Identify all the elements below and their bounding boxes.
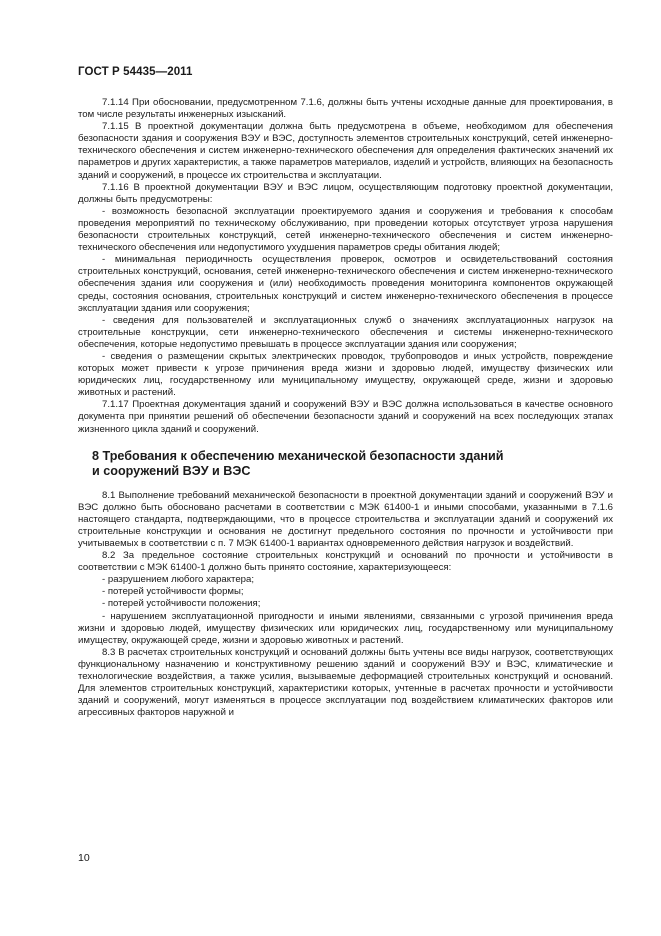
- paragraph-7-1-17: 7.1.17 Проектная документация зданий и сооружений ВЭУ и ВЭС должна использоваться в качестве основного документа при принятии решений об обеспечении безопасности зданий и сооружений на всех последующих этапах жизненного цикла зданий и сооружений.: [78, 399, 613, 435]
- paragraph-8-2: 8.2 За предельное состояние строительных конструкций и оснований по прочности и устойчивости в соответствии с МЭК 61400-1 должно быть принято состояние, характеризующееся:: [78, 550, 613, 574]
- list-item: - разрушением любого характера;: [102, 574, 255, 586]
- section-title-line-2: и сооружений ВЭУ и ВЭС: [92, 464, 251, 479]
- page-header-standard: ГОСТ Р 54435—2011: [78, 66, 193, 78]
- page-body: [78, 97, 613, 719]
- list-item: - нарушением эксплуатационной пригодности и иными явлениями, связанными с угрозой причинения вреда жизни и здоровью людей, имуществу физических или юридических лиц, государственному или муниципальному имуществу, окружающей среде, жизни и здоровью животных и растений.: [78, 610, 613, 646]
- section-title-line-1: 8 Требования к обеспечению механической безопасности зданий: [92, 448, 504, 463]
- list-item: - возможность безопасной эксплуатации проектируемого здания и сооружения и требования к способам проведения мероприятий по техническому обслуживанию, при проведении которых отсутствует угроза нарушения безопасности строительных конструкций, сетей инженерно-технического обеспечения и систем инженерно-технического обеспечения или недопустимого ухудшения параметров среды обитания людей;: [78, 205, 613, 254]
- paragraph-7-1-15: 7.1.15 В проектной документации должна быть предусмотрена в объеме, необходимом для обеспечения безопасности здания и сооружения ВЭУ и ВЭС, доступность элементов строительных конструкций, сетей инженерно-технического обеспечения и систем инженерно-технического обеспечения для определения фактических значений их параметров и других характеристик, а также параметров материалов, изделий и устройств, влияющих на безопасность зданий и сооружений, в процессе их строительства и эксплуатации.: [78, 121, 613, 181]
- paragraph-7-1-16: 7.1.16 В проектной документации ВЭУ и ВЭС лицом, осуществляющим подготовку проектной документации, должны быть предусмотрены:: [78, 181, 613, 205]
- section-8-title: [78, 449, 613, 480]
- paragraph-8-3: 8.3 В расчетах строительных конструкций и оснований должны быть учтены все виды нагрузок, соответствующих функциональному назначению и конструктивному решению зданий и сооружений ВЭУ и ВЭС, климатические и технологические воздействия, а также усилия, вызываемые деформацией строительных конструкций и оснований. Для элементов строительных конструкций, характеристики которых, учтенные в расчетах прочности и устойчивости зданий и сооружений, могут изменяться в процессе эксплуатации под воздействием климатических факторов или агрессивных факторов наружной и: [78, 646, 613, 719]
- list-item: - потерей устойчивости формы;: [102, 586, 244, 598]
- paragraph-7-1-14: 7.1.14 При обосновании, предусмотренном 7.1.6, должны быть учтены исходные данные для проектирования, в том числе результаты инженерных изысканий.: [78, 97, 613, 121]
- paragraph-8-1: 8.1 Выполнение требований механической безопасности в проектной документации зданий и сооружений ВЭУ и ВЭС должно быть обосновано расчетами в соответствии с МЭК 61400-1 и иными способами, указанными в 7.1.6 настоящего стандарта, подтверждающими, что в процессе строительства и эксплуатации зданий и сооружений их строительные конструкции и основания не достигнут предельного состояния по прочности и устойчивости при учитываемых в соответствии с п. 7 МЭК 61400-1 вариантах одновременного действия нагрузок и воздействий.: [78, 489, 613, 549]
- list-item: - сведения для пользователей и эксплуатационных служб о значениях эксплуатационных нагрузок на строительные конструкции, сети инженерно-технического обеспечения и системы инженерно-технического обеспечения, которые недопустимо превышать в процессе эксплуатации здания или сооружения;: [78, 314, 613, 350]
- list-item: - сведения о размещении скрытых электрических проводок, трубопроводов и иных устройств, повреждение которых может привести к угрозе причинения вреда жизни и здоровью людей, имуществу физических или юридических лиц, государственному или муниципальному имуществу, окружающей среде, жизни и здоровью животных и растений.: [78, 350, 613, 399]
- list-item: - потерей устойчивости положения;: [102, 598, 261, 610]
- page-number: 10: [78, 852, 90, 864]
- list-item: - минимальная периодичность осуществления проверок, осмотров и освидетельствований состояния строительных конструкций, основания, сетей инженерно-технического обеспечения и систем инженерно-технического обеспечения здания или сооружения и (или) необходимость проведения мониторинга компонентов окружающей среды, состояния основания, строительных конструкций и систем инженерно-технического обеспечения в процессе эксплуатации здания или сооружения;: [78, 254, 613, 314]
